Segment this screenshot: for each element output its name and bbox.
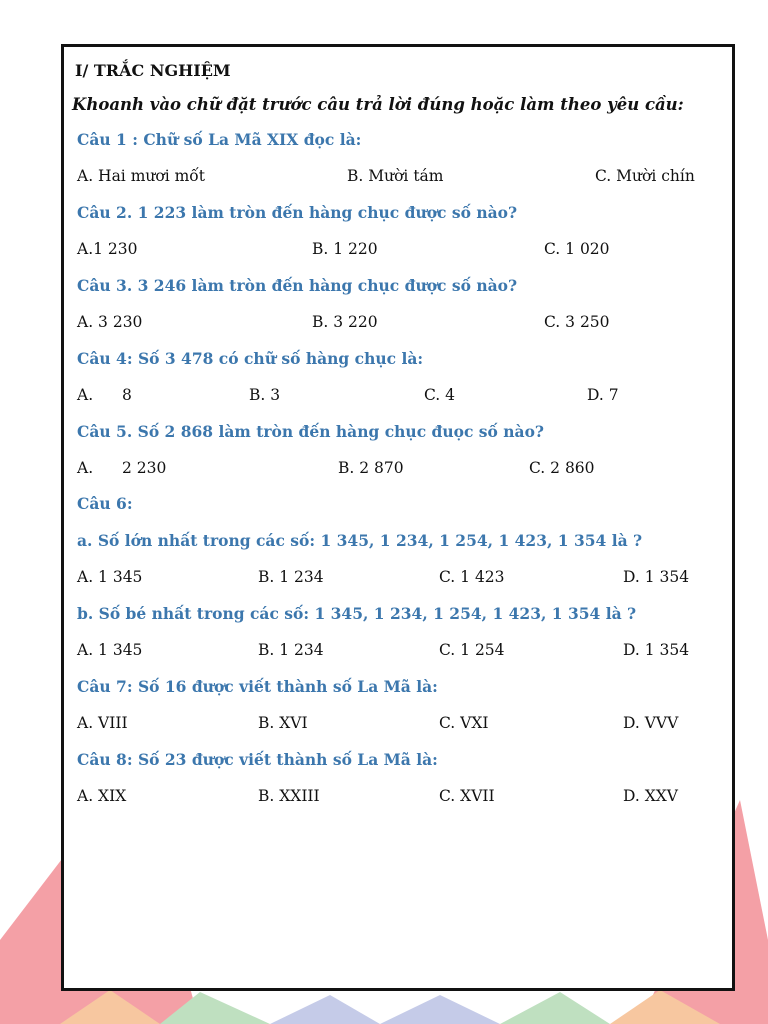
q6b-option-d[interactable]: D. 1 354 [623,641,690,659]
question-3: Câu 3. 3 246 làm tròn đến hàng chục được số nào? [77,276,518,295]
q4-option-d[interactable]: D. 7 [587,386,619,404]
q1-option-c[interactable]: C. Mười chín [595,167,695,185]
q4-option-a-value[interactable]: 8 [122,386,132,404]
q3-option-c[interactable]: C. 3 250 [544,313,610,331]
q7-option-d[interactable]: D. VVV [623,714,679,732]
q6b-option-b[interactable]: B. 1 234 [258,641,324,659]
q4-option-b[interactable]: B. 3 [249,386,281,404]
question-8: Câu 8: Số 23 được viết thành số La Mã là: [77,750,438,769]
q2-option-a[interactable]: A.1 230 [77,240,138,258]
q6b-option-a[interactable]: A. 1 345 [77,641,143,659]
q5-option-a-value[interactable]: 2 230 [122,459,167,477]
instruction-text: Khoanh vào chữ đặt trước câu trả lời đúng hoặc làm theo yêu cầu: [72,95,684,114]
q6a-option-b[interactable]: B. 1 234 [258,568,324,586]
question-1: Câu 1 : Chữ số La Mã XIX đọc là: [77,130,362,149]
q2-option-b[interactable]: B. 1 220 [312,240,378,258]
q7-option-a[interactable]: A. VIII [77,714,128,732]
q4-option-a-letter[interactable]: A. [77,386,94,404]
q6a-option-c[interactable]: C. 1 423 [439,568,505,586]
question-6: Câu 6: [77,494,133,513]
q3-option-a[interactable]: A. 3 230 [77,313,143,331]
q3-option-b[interactable]: B. 3 220 [312,313,378,331]
q1-option-a[interactable]: A. Hai mươi mốt [77,167,205,185]
q8-option-d[interactable]: D. XXV [623,787,678,805]
q1-option-b[interactable]: B. Mười tám [347,167,444,185]
q5-option-b[interactable]: B. 2 870 [338,459,404,477]
q8-option-b[interactable]: B. XXIII [258,787,320,805]
q6b-option-c[interactable]: C. 1 254 [439,641,505,659]
question-2: Câu 2. 1 223 làm tròn đến hàng chục được số nào? [77,203,518,222]
question-6a: a. Số lớn nhất trong các số: 1 345, 1 234, 1 254, 1 423, 1 354 là ? [77,531,643,550]
q8-option-a[interactable]: A. XIX [77,787,127,805]
question-6b: b. Số bé nhất trong các số: 1 345, 1 234, 1 254, 1 423, 1 354 là ? [77,604,637,623]
section-title: I/ TRẮC NGHIỆM [75,61,231,80]
q4-option-c[interactable]: C. 4 [424,386,456,404]
q7-option-b[interactable]: B. XVI [258,714,308,732]
question-4: Câu 4: Số 3 478 có chữ số hàng chục là: [77,349,424,368]
q6a-option-a[interactable]: A. 1 345 [77,568,143,586]
question-7: Câu 7: Số 16 được viết thành số La Mã là: [77,677,438,696]
q8-option-c[interactable]: C. XVII [439,787,495,805]
worksheet-frame [61,44,735,991]
question-5: Câu 5. Số 2 868 làm tròn đến hàng chục đuọc số nào? [77,422,545,441]
q7-option-c[interactable]: C. VXI [439,714,489,732]
q5-option-c[interactable]: C. 2 860 [529,459,595,477]
q2-option-c[interactable]: C. 1 020 [544,240,610,258]
q6a-option-d[interactable]: D. 1 354 [623,568,690,586]
q5-option-a-letter[interactable]: A. [77,459,94,477]
